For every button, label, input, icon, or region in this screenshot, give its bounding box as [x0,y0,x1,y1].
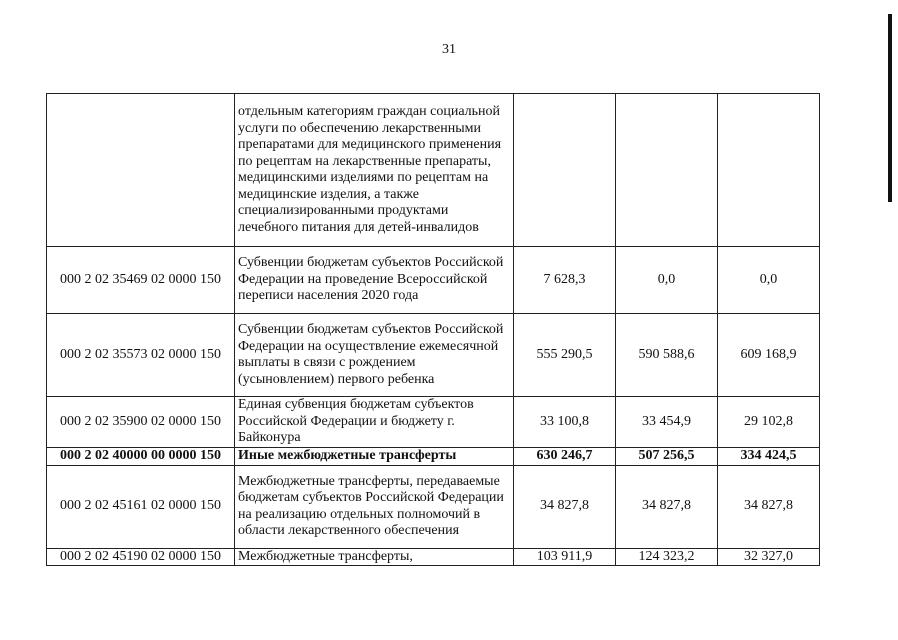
amount-cell-2: 590 588,6 [616,314,718,397]
budget-code-cell: 000 2 02 35573 02 0000 150 [47,314,235,397]
amount-cell-1: 103 911,9 [514,548,616,566]
amount-cell-1: 630 246,7 [514,448,616,466]
amount-cell-1: 33 100,8 [514,397,616,448]
amount-cell-3: 334 424,5 [718,448,820,466]
description-cell: Межбюджетные трансферты, [235,548,514,566]
budget-code-cell: 000 2 02 35900 02 0000 150 [47,397,235,448]
amount-cell-3 [718,94,820,247]
budget-table [46,93,820,566]
table-row [47,247,820,314]
amount-cell-1 [514,94,616,247]
amount-cell-2 [616,94,718,247]
budget-code-cell: 000 2 02 35469 02 0000 150 [47,247,235,314]
amount-cell-2: 0,0 [616,247,718,314]
description-cell: Межбюджетные трансферты, передаваемые бюджетам субъектов Российской Федерации на реализацию отдельных полномочий в области лекарственного обеспечения [235,465,514,548]
table-row-total [47,448,820,466]
table-row [47,94,820,247]
amount-cell-2: 33 454,9 [616,397,718,448]
page-number: 31 [442,42,456,57]
amount-cell-2: 507 256,5 [616,448,718,466]
amount-cell-1: 555 290,5 [514,314,616,397]
description-cell: отдельным категориям граждан социальной услуги по обеспечению лекарственными препаратами для медицинского применения по рецептам на лекарственные препараты, медицинскими изделиями по рецептам на медицинские изделия, а также специализированными продуктами лечебного питания для детей-инвалидов [235,94,514,247]
amount-cell-1: 34 827,8 [514,465,616,548]
amount-cell-3: 29 102,8 [718,397,820,448]
amount-cell-3: 0,0 [718,247,820,314]
budget-code-cell: 000 2 02 45190 02 0000 150 [47,548,235,566]
amount-cell-3: 609 168,9 [718,314,820,397]
description-cell: Субвенции бюджетам субъектов Российской Федерации на осуществление ежемесячной выплаты в связи с рождением (усыновлением) первого ребенка [235,314,514,397]
amount-cell-3: 34 827,8 [718,465,820,548]
description-cell: Единая субвенция бюджетам субъектов Российской Федерации и бюджету г. Байконура [235,397,514,448]
amount-cell-2: 34 827,8 [616,465,718,548]
budget-code-cell [47,94,235,247]
table-row [47,465,820,548]
amount-cell-3: 32 327,0 [718,548,820,566]
table-row [47,314,820,397]
budget-code-cell: 000 2 02 45161 02 0000 150 [47,465,235,548]
scan-edge-line [888,14,892,202]
amount-cell-1: 7 628,3 [514,247,616,314]
description-cell: Иные межбюджетные трансферты [235,448,514,466]
table-row [47,397,820,448]
description-cell: Субвенции бюджетам субъектов Российской Федерации на проведение Всероссийской переписи населения 2020 года [235,247,514,314]
budget-code-cell: 000 2 02 40000 00 0000 150 [47,448,235,466]
table-row [47,548,820,566]
amount-cell-2: 124 323,2 [616,548,718,566]
